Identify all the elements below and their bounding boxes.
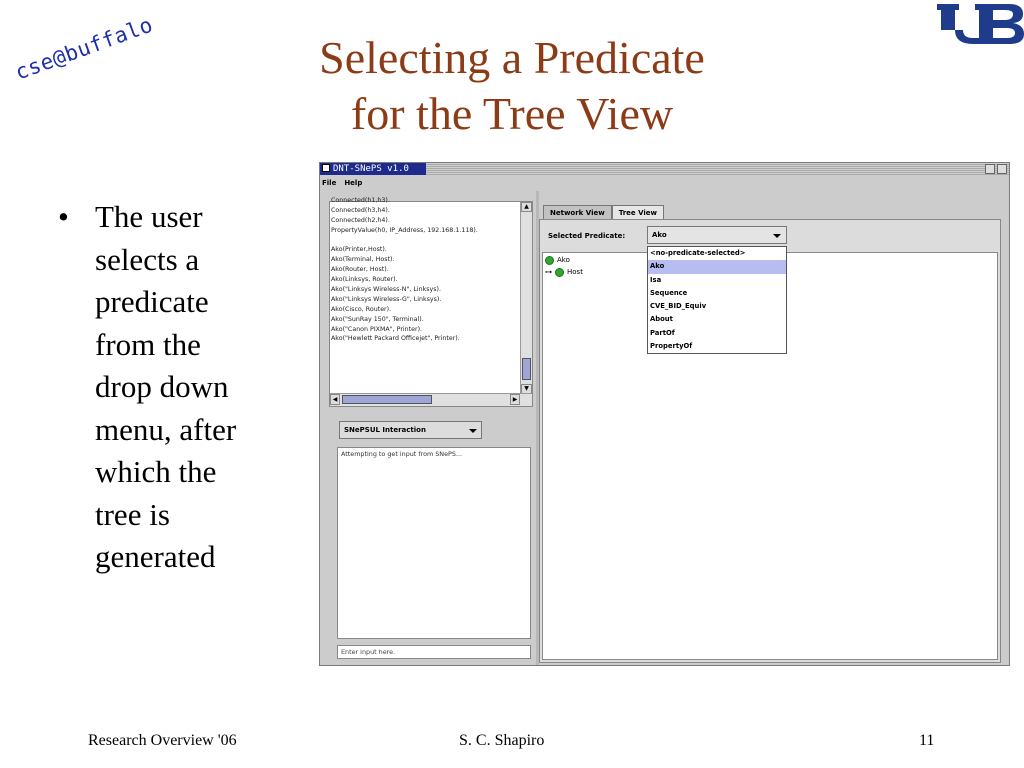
minimize-icon[interactable]	[985, 164, 995, 174]
slide-title-line-2: for the Tree View	[350, 88, 674, 139]
predicate-option[interactable]: <no-predicate-selected>	[650, 249, 746, 257]
node-icon	[545, 256, 554, 265]
output-area	[337, 447, 531, 639]
tree-view-tab-body	[539, 219, 1001, 663]
view-tabs	[543, 205, 664, 219]
scroll-up-icon[interactable]: ▲	[521, 202, 532, 212]
log-line: Ako(Linksys, Router).	[331, 276, 398, 284]
predicate-option[interactable]: Isa	[650, 275, 662, 284]
view-panel	[539, 201, 1001, 663]
predicate-option-selected[interactable]: Ako	[648, 260, 786, 273]
bullet-line: from the	[95, 326, 201, 362]
log-vertical-scrollbar[interactable]	[520, 202, 532, 394]
log-lines	[331, 196, 478, 344]
bullet-line: tree is	[95, 496, 170, 532]
predicate-label: Selected Predicate:	[548, 232, 626, 240]
log-line: Connected(h1,h3).	[331, 197, 390, 204]
command-input[interactable]	[337, 645, 531, 659]
footer-left: Research Overview '06	[88, 732, 237, 749]
bullet-line: which the	[95, 454, 217, 489]
menu-help[interactable]: Help	[344, 179, 363, 187]
bullet-line: predicate	[95, 284, 209, 319]
tree-node-root[interactable]	[545, 255, 570, 265]
bullet-line: generated	[95, 539, 216, 574]
footer-center: S. C. Shapiro	[459, 732, 545, 749]
log-line: Ako("Canon PIXMA", Printer).	[331, 325, 423, 333]
maximize-icon[interactable]	[997, 164, 1007, 174]
menu-bar	[320, 176, 1011, 190]
log-line: Ako("Linksys Wireless-N", Linksys).	[331, 286, 441, 294]
node-icon	[555, 268, 564, 277]
window-controls	[985, 164, 1007, 174]
predicate-option[interactable]: Sequence	[650, 288, 688, 297]
predicate-option[interactable]: CVE_BID_Equiv	[650, 302, 707, 311]
bullet-dot: •	[58, 199, 69, 234]
window-title	[320, 163, 426, 175]
log-line: Ako("Hewlett Packard Officejet", Printer).	[331, 335, 460, 343]
log-line: Ako(Router, Host).	[331, 266, 389, 274]
scroll-right-icon[interactable]: ▶	[510, 394, 520, 405]
log-line: Ako("Linksys Wireless-G", Linksys).	[331, 295, 442, 303]
log-line: Ako(Terminal, Host).	[331, 256, 395, 264]
tab-tree-view[interactable]: Tree View	[612, 205, 664, 219]
bullet-text	[95, 196, 295, 579]
bullet-line: The user	[95, 199, 203, 234]
output-text: Attempting to get input from SNePS...	[341, 450, 463, 458]
predicate-option[interactable]: About	[650, 315, 673, 324]
log-line: PropertyValue(h0, IP_Address, 192.168.1.118).	[331, 226, 478, 234]
log-line: Connected(h3,h4).	[331, 206, 390, 214]
window-title-bar[interactable]	[320, 163, 1009, 175]
chevron-down-icon	[773, 234, 781, 238]
predicate-option[interactable]: PartOf	[650, 328, 675, 337]
predicate-select-value: Ako	[652, 231, 667, 239]
log-line: Ako(Printer,Host).	[331, 246, 387, 254]
scroll-thumb[interactable]	[522, 358, 531, 380]
chevron-down-icon	[469, 429, 477, 433]
bullet-line: selects a	[95, 241, 200, 277]
log-panel	[329, 197, 533, 407]
interaction-mode-value: SNePSUL Interaction	[344, 426, 426, 434]
predicate-dropdown-list	[647, 246, 787, 354]
log-line: Ako(Cisco, Router).	[331, 305, 392, 313]
scroll-thumb[interactable]	[342, 395, 432, 404]
tree-expander-icon[interactable]: ⊶	[545, 268, 552, 276]
window-menu-icon[interactable]	[322, 164, 330, 172]
bullet-line: menu, after	[95, 411, 237, 447]
log-line: Connected(h2,h4).	[331, 216, 390, 224]
interaction-mode-select[interactable]	[339, 421, 482, 439]
interaction-panel	[329, 413, 535, 663]
scroll-down-icon[interactable]: ▼	[521, 384, 532, 394]
log-line	[331, 236, 478, 246]
predicate-select[interactable]	[647, 226, 787, 244]
tree-node-label: Ako	[557, 256, 570, 264]
cse-buffalo-tag: cse@buffalo	[12, 12, 157, 85]
log-line: Ako("SunRay 150", Terminal).	[331, 315, 424, 323]
log-horizontal-scrollbar[interactable]	[330, 393, 532, 406]
predicate-option[interactable]: PropertyOf	[650, 342, 693, 351]
footer-page-number: 11	[919, 732, 935, 749]
window-title-text: DNT-SNePS v1.0	[333, 164, 409, 174]
tab-network-view[interactable]: Network View	[543, 205, 612, 219]
menu-file[interactable]: File	[322, 179, 337, 187]
slide-title-line-1: Selecting a Predicate	[319, 32, 705, 83]
command-input-placeholder: Enter input here.	[341, 648, 396, 656]
tree-node-label: Host	[567, 268, 583, 276]
app-window	[319, 162, 1010, 666]
tree-node-child[interactable]	[545, 267, 583, 277]
slide-title	[0, 30, 1024, 142]
bullet-line: drop down	[95, 369, 229, 404]
scroll-left-icon[interactable]: ◀	[330, 394, 340, 405]
